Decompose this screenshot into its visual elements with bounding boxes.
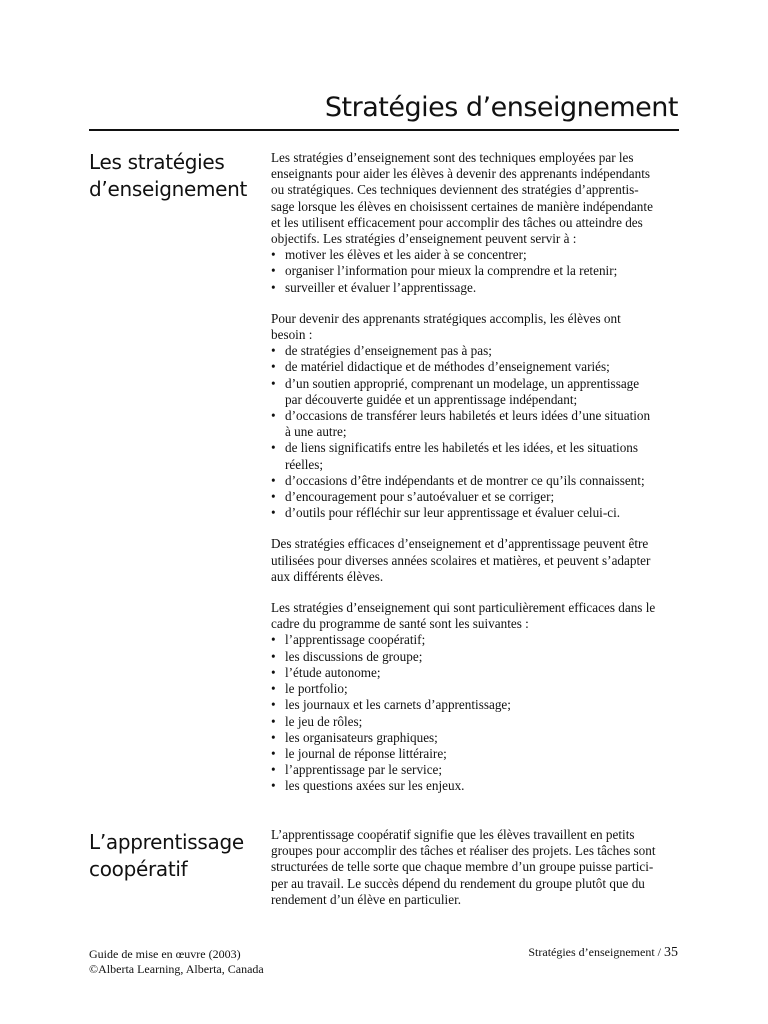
- heading-line: d’enseignement: [89, 177, 248, 201]
- strategies-list: [271, 632, 681, 794]
- list-item-line: • surveiller et évaluer l’apprentissage.: [285, 279, 477, 295]
- list-item: [271, 280, 681, 296]
- effective-paragraph: [271, 536, 681, 585]
- list-item: [271, 343, 681, 359]
- strategies-intro-paragraph: [271, 600, 681, 632]
- list-item-line: par découverte guidée et un apprentissage indépendant;: [285, 391, 578, 407]
- list-item-line: • les questions axées sur les enjeux.: [285, 778, 465, 794]
- intro-list: [271, 247, 681, 296]
- title-rule: [89, 129, 679, 131]
- list-item-line: • les journaux et les carnets d’apprentissage;: [285, 697, 511, 713]
- list-item: [271, 505, 681, 521]
- needs-list: [271, 343, 681, 521]
- list-item-line: réelles;: [285, 456, 324, 472]
- list-item-line: • les discussions de groupe;: [285, 648, 423, 664]
- list-item-line: • d’occasions de transférer leurs habiletés et leurs idées d’une situation: [285, 408, 651, 424]
- list-item-line: • l’apprentissage coopératif;: [285, 632, 426, 648]
- list-item: [271, 778, 681, 794]
- list-item-line: • l’apprentissage par le service;: [285, 762, 443, 778]
- footer-guide: Guide de mise en œuvre (2003): [89, 947, 241, 961]
- list-item-line: • le journal de réponse littéraire;: [285, 745, 447, 761]
- list-item-line: • le jeu de rôles;: [285, 713, 363, 729]
- text-line: rendement d’un élève en particulier.: [271, 891, 462, 907]
- list-item-line: • l’étude autonome;: [285, 664, 381, 680]
- list-item-line: • d’un soutien approprié, comprenant un modelage, un apprentissage: [285, 375, 640, 391]
- cooperative-paragraph: [271, 827, 681, 908]
- text-line: utilisées pour diverses années scolaires et matières, et peuvent s’adapter: [271, 552, 651, 568]
- list-item: [271, 408, 681, 440]
- text-line: Des stratégies efficaces d’enseignement et d’apprentissage peuvent être: [271, 536, 649, 552]
- list-item: [271, 762, 681, 778]
- list-item: [271, 489, 681, 505]
- list-item: [271, 263, 681, 279]
- list-item-line: à une autre;: [285, 424, 347, 440]
- section-body-strategies: [271, 150, 681, 795]
- text-line: ou stratégiques. Ces techniques deviennent des stratégies d’apprentis-: [271, 182, 639, 198]
- text-line: cadre du programme de santé sont les suivantes :: [271, 616, 529, 632]
- list-item: [271, 649, 681, 665]
- list-item: [271, 247, 681, 263]
- heading-line: Les stratégies: [89, 150, 225, 174]
- heading-line: coopératif: [89, 857, 188, 881]
- list-item: [271, 359, 681, 375]
- page-title: Stratégies d’enseignement: [324, 92, 678, 123]
- list-item: [271, 730, 681, 746]
- list-item: [271, 681, 681, 697]
- footer-section-label: Stratégies d’enseignement /: [528, 945, 664, 959]
- list-item-line: • le portfolio;: [285, 681, 348, 697]
- list-item: [271, 697, 681, 713]
- text-line: L’apprentissage coopératif signifie que les élèves travaillent en petits: [271, 827, 635, 842]
- list-item-line: • motiver les élèves et les aider à se concentrer;: [285, 247, 527, 263]
- list-item-line: • d’outils pour réfléchir sur leur apprentissage et évaluer celui-ci.: [285, 505, 621, 521]
- text-line: Les stratégies d’enseignement qui sont particulièrement efficaces dans le: [271, 600, 656, 616]
- list-item-line: • les organisateurs graphiques;: [285, 729, 438, 745]
- footer-right: [528, 945, 678, 960]
- list-item: [271, 473, 681, 489]
- section-heading-strategies: [89, 149, 259, 203]
- text-line: enseignants pour aider les élèves à devenir des apprenants indépendants: [271, 166, 651, 182]
- text-line: objectifs. Les stratégies d’enseignement peuvent servir à :: [271, 231, 577, 247]
- list-item: [271, 632, 681, 648]
- list-item-line: • d’encouragement pour s’autoévaluer et se corriger;: [285, 489, 555, 505]
- text-line: sage lorsque les élèves en choisissent certaines de manière indépendante: [271, 198, 653, 214]
- list-item: [271, 440, 681, 472]
- text-line: et les utilisent efficacement pour accomplir des tâches ou atteindre des: [271, 214, 643, 230]
- intro-paragraph: [271, 150, 681, 247]
- list-item-line: • de matériel didactique et de méthodes d’enseignement variés;: [285, 359, 610, 375]
- page-number: 35: [664, 945, 678, 960]
- text-line: Les stratégies d’enseignement sont des techniques employées par les: [271, 150, 634, 165]
- footer-left: [89, 947, 264, 977]
- list-item: [271, 746, 681, 762]
- list-item-line: • d’occasions d’être indépendants et de montrer ce qu’ils connaissent;: [285, 472, 645, 488]
- heading-line: L’apprentissage: [89, 830, 244, 854]
- list-item: [271, 376, 681, 408]
- footer-copyright: ©Alberta Learning, Alberta, Canada: [89, 962, 264, 976]
- text-line: Pour devenir des apprenants stratégiques accomplis, les élèves ont: [271, 310, 621, 326]
- text-line: aux différents élèves.: [271, 568, 384, 584]
- text-line: structurées de telle sorte que chaque membre d’un groupe puisse partici-: [271, 859, 654, 875]
- list-item-line: • de stratégies d’enseignement pas à pas;: [285, 343, 492, 359]
- text-line: groupes pour accomplir des tâches et réaliser des projets. Les tâches sont: [271, 843, 656, 859]
- list-item-line: • organiser l’information pour mieux la comprendre et la retenir;: [285, 263, 618, 279]
- list-item: [271, 714, 681, 730]
- list-item-line: • de liens significatifs entre les habiletés et les idées, et les situations: [285, 440, 639, 456]
- text-line: per au travail. Le succès dépend du rendement du groupe plutôt que du: [271, 875, 645, 891]
- list-item: [271, 665, 681, 681]
- section-heading-cooperative: [89, 829, 259, 883]
- needs-paragraph: [271, 311, 681, 343]
- text-line: besoin :: [271, 327, 313, 343]
- section-body-cooperative: [271, 827, 681, 908]
